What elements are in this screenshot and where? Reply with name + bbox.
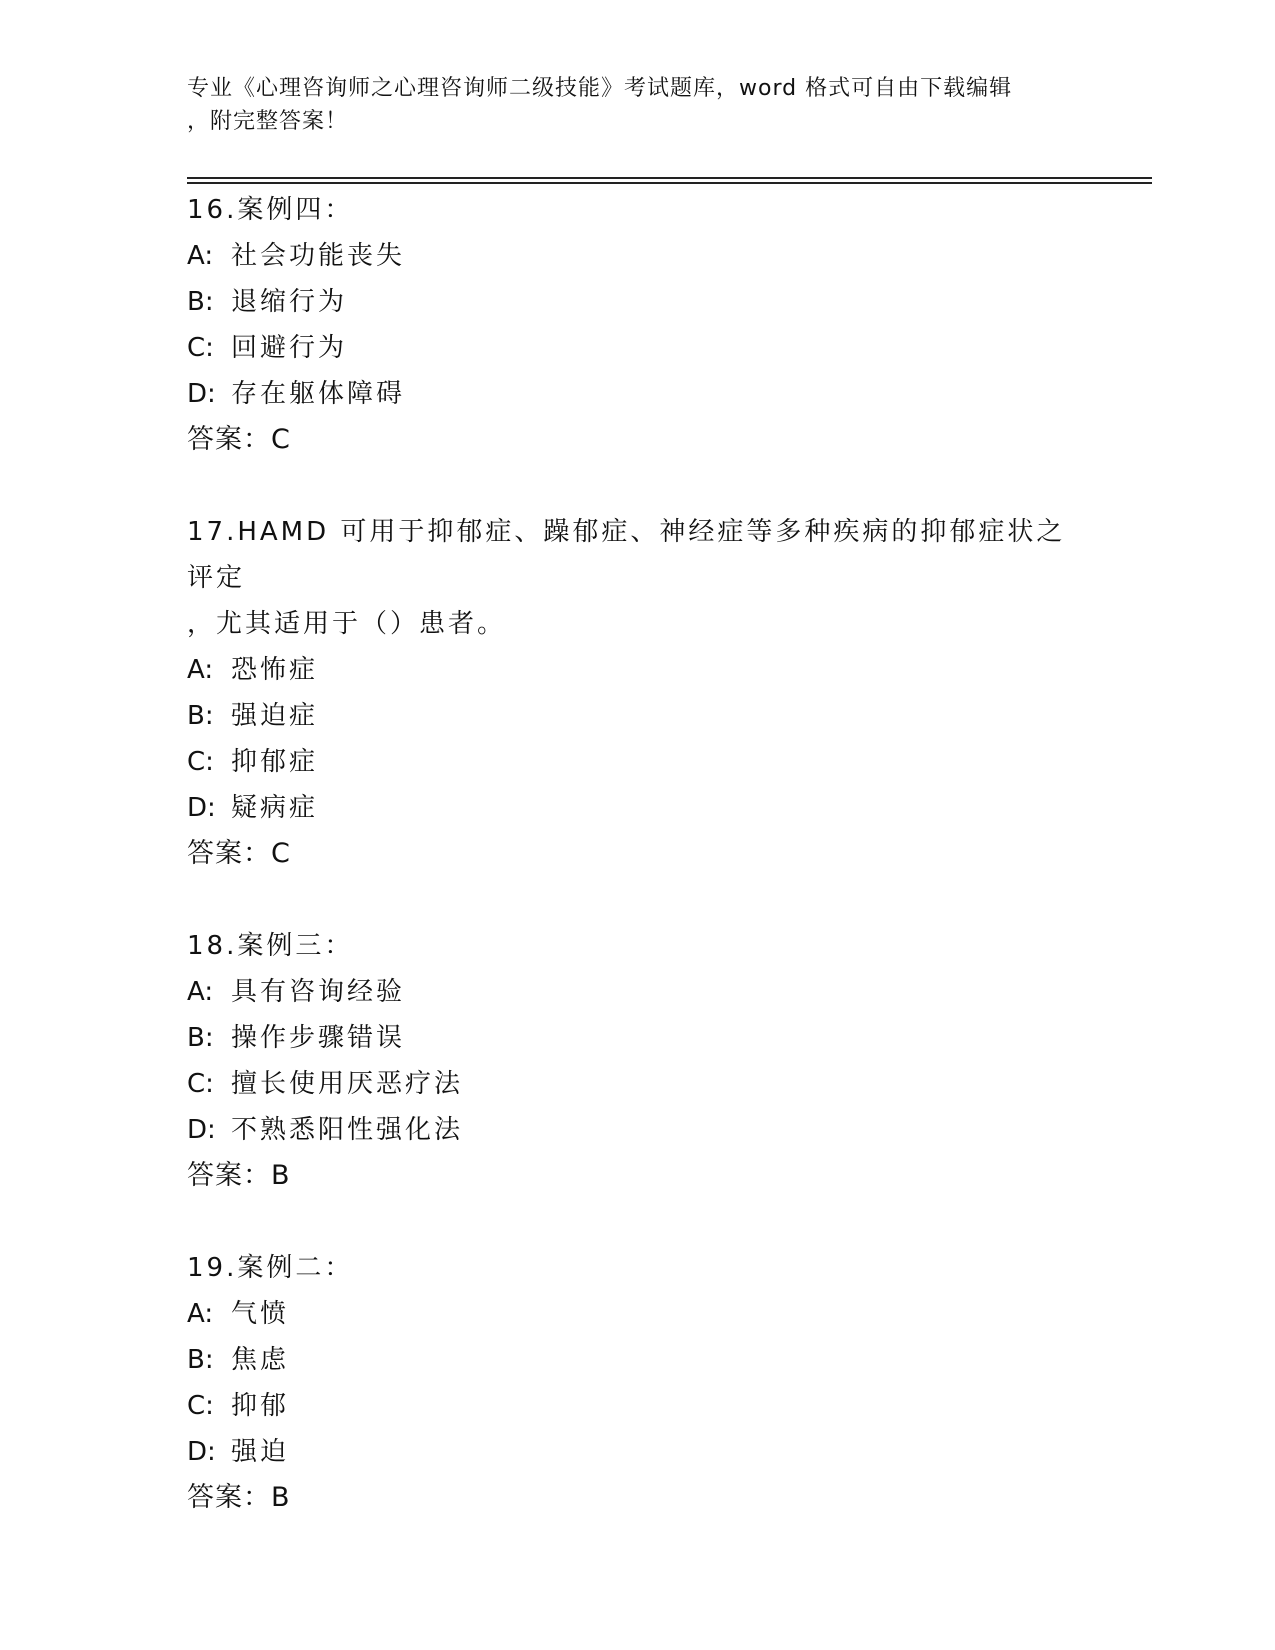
- option-c: [187, 1383, 1087, 1429]
- option-letter: B:: [187, 1023, 214, 1053]
- option-letter: C:: [187, 747, 214, 777]
- option-text: 恐怖症: [231, 655, 319, 685]
- header-divider-bottom: [187, 182, 1152, 184]
- question-19: [187, 1245, 1087, 1521]
- option-text: 强迫: [231, 1437, 290, 1467]
- option-b: [187, 1337, 1087, 1383]
- option-d: [187, 1429, 1087, 1475]
- question-17: [187, 509, 1087, 877]
- option-letter: D:: [187, 1115, 216, 1145]
- option-d: [187, 1107, 1087, 1153]
- option-b: [187, 693, 1087, 739]
- option-text: 焦虑: [231, 1345, 290, 1375]
- document-header: [187, 72, 1087, 138]
- option-c: [187, 1061, 1087, 1107]
- option-text: 不熟悉阳性强化法: [231, 1115, 464, 1145]
- header-line-2: ，附完整答案！: [187, 109, 349, 134]
- option-letter: D:: [187, 1437, 216, 1467]
- option-letter: C:: [187, 333, 214, 363]
- option-c: [187, 739, 1087, 785]
- option-a: [187, 647, 1087, 693]
- option-letter: A:: [187, 1299, 214, 1329]
- option-text: 存在躯体障碍: [231, 379, 406, 409]
- option-text: 气愤: [231, 1299, 290, 1329]
- option-d: [187, 785, 1087, 831]
- option-text: 强迫症: [231, 701, 319, 731]
- option-letter: C:: [187, 1069, 214, 1099]
- option-text: 回避行为: [231, 333, 348, 363]
- option-d: [187, 371, 1087, 417]
- header-line-1: 专业《心理咨询师之心理咨询师二级技能》考试题库，word 格式可自由下载编辑: [187, 76, 1013, 101]
- answer-line: 答案：B: [187, 1160, 291, 1191]
- option-a: [187, 969, 1087, 1015]
- question-stem: 16.案例四：: [187, 195, 354, 225]
- question-stem: 18.案例三：: [187, 931, 354, 961]
- answer-line: 答案：C: [187, 424, 291, 455]
- option-text: 擅长使用厌恶疗法: [231, 1069, 464, 1099]
- option-text: 抑郁症: [231, 747, 319, 777]
- option-text: 操作步骤错误: [231, 1023, 406, 1053]
- option-text: 抑郁: [231, 1391, 290, 1421]
- question-stem: 17.HAMD 可用于抑郁症、躁郁症、神经症等多种疾病的抑郁症状之评定: [187, 517, 1066, 593]
- option-letter: D:: [187, 379, 216, 409]
- option-letter: D:: [187, 793, 216, 823]
- question-list: [187, 187, 1087, 1567]
- question-stem-continued: ，尤其适用于（）患者。: [187, 609, 507, 639]
- option-letter: B:: [187, 1345, 214, 1375]
- header-divider-top: [187, 177, 1152, 179]
- option-letter: B:: [187, 287, 214, 317]
- option-a: [187, 233, 1087, 279]
- option-letter: B:: [187, 701, 214, 731]
- option-text: 疑病症: [231, 793, 319, 823]
- option-b: [187, 279, 1087, 325]
- question-16: [187, 187, 1087, 463]
- option-text: 具有咨询经验: [231, 977, 406, 1007]
- option-b: [187, 1015, 1087, 1061]
- option-letter: A:: [187, 241, 214, 271]
- option-c: [187, 325, 1087, 371]
- answer-line: 答案：C: [187, 838, 291, 869]
- option-letter: A:: [187, 977, 214, 1007]
- option-a: [187, 1291, 1087, 1337]
- option-text: 退缩行为: [231, 287, 348, 317]
- option-letter: C:: [187, 1391, 214, 1421]
- question-stem: 19.案例二：: [187, 1253, 354, 1283]
- question-18: [187, 923, 1087, 1199]
- option-letter: A:: [187, 655, 214, 685]
- option-text: 社会功能丧失: [231, 241, 406, 271]
- answer-line: 答案：B: [187, 1482, 291, 1513]
